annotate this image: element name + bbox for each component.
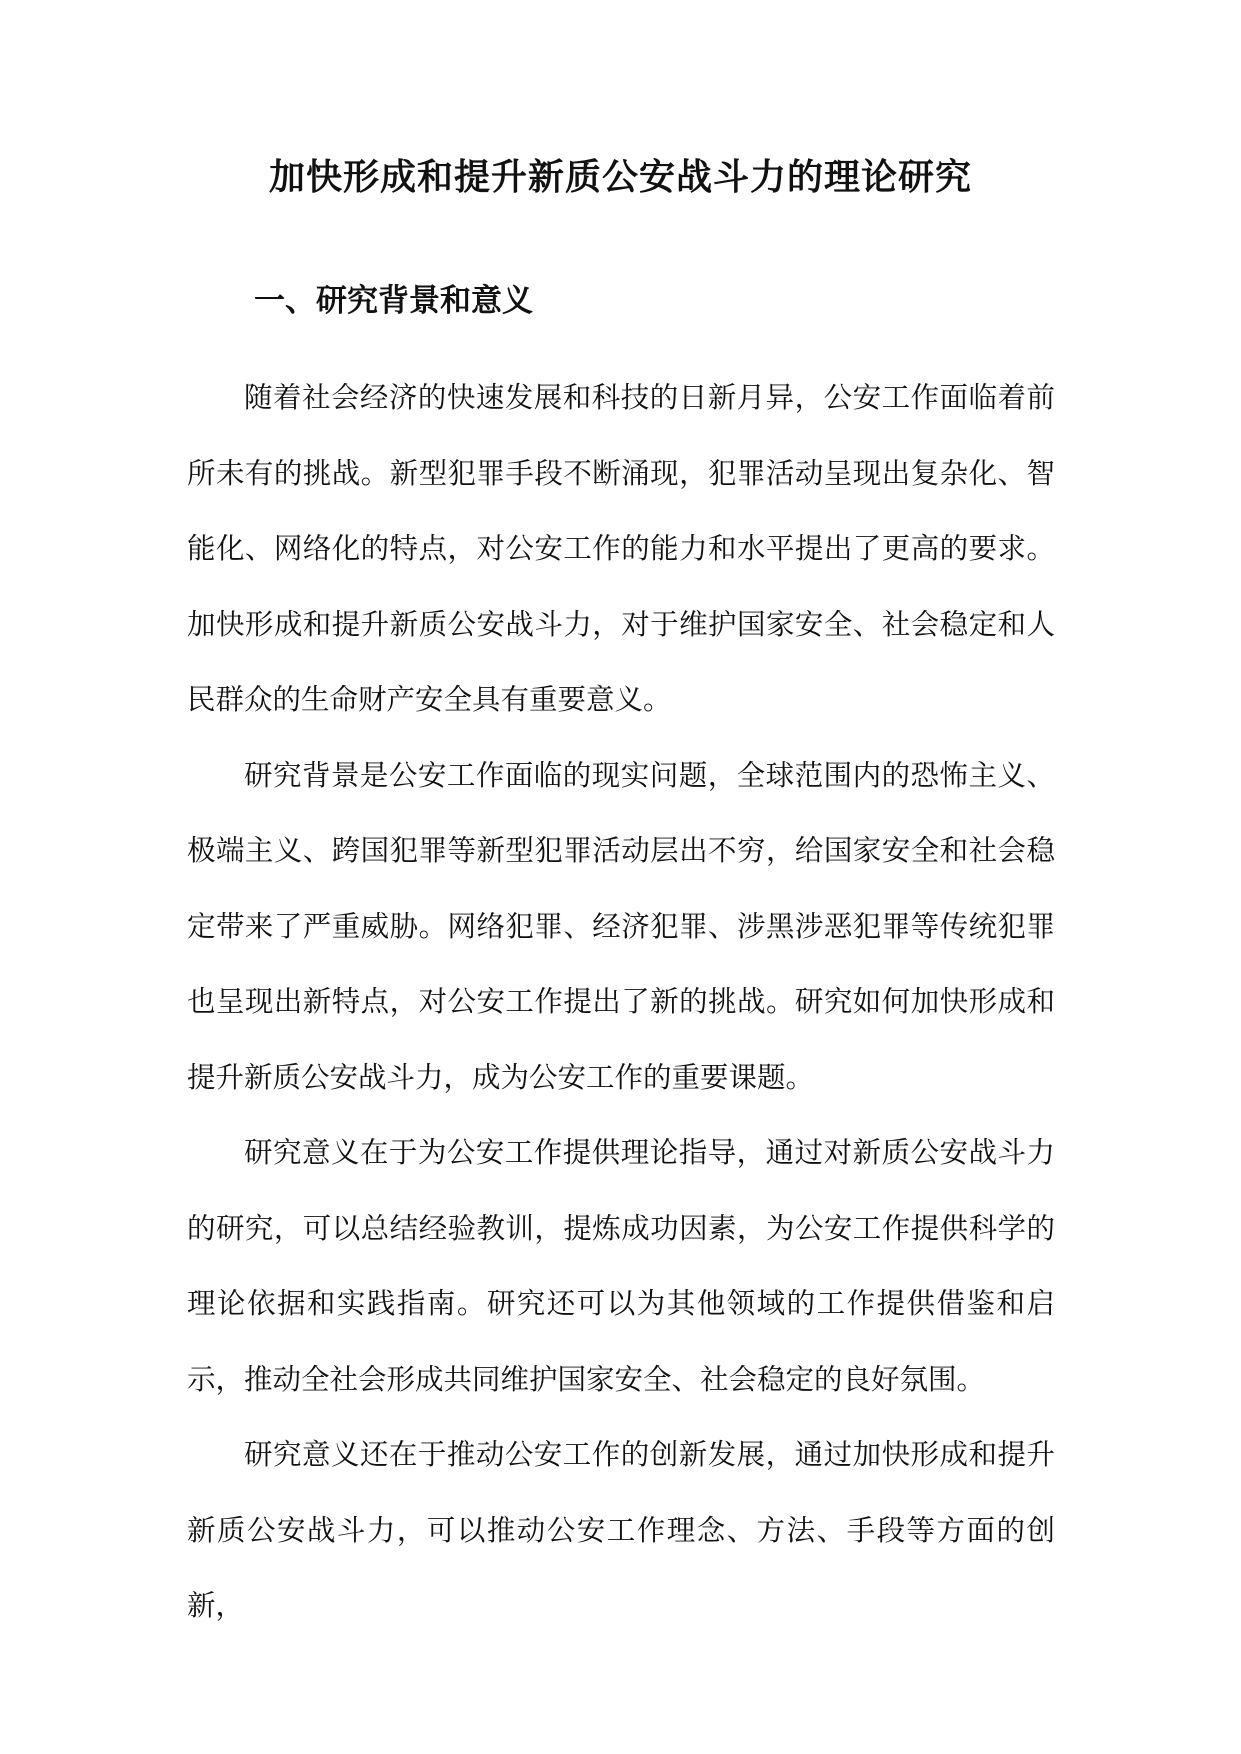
paragraph: 研究意义还在于推动公安工作的创新发展，通过加快形成和提升新质公安战斗力，可以推动公安工作理念、方法、手段等方面的创新， xyxy=(187,1438,1055,1622)
document-title: 加快形成和提升新质公安战斗力的理论研究 xyxy=(268,156,972,198)
paragraph: 研究背景是公安工作面临的现实问题，全球范围内的恐怖主义、极端主义、跨国犯罪等新型犯罪活动层出不穷，给国家安全和社会稳定带来了严重威胁。网络犯罪、经济犯罪、涉黑涉恶犯罪等传统犯罪也呈现出新特点，对公安工作提出了新的挑战。研究如何加快形成和提升新质公安战斗力，成为公安工作的重要课题。 xyxy=(187,758,1055,1094)
paragraph: 研究意义在于为公安工作提供理论指导，通过对新质公安战斗力的研究，可以总结经验教训，提炼成功因素，为公安工作提供科学的理论依据和实践指南。研究还可以为其他领域的工作提供借鉴和启示，推动全社会形成共同维护国家安全、社会稳定的良好氛围。 xyxy=(187,1136,1055,1396)
paragraph: 随着社会经济的快速发展和科技的日新月异，公安工作面临着前所未有的挑战。新型犯罪手段不断涌现，犯罪活动呈现出复杂化、智能化、网络化的特点，对公安工作的能力和水平提出了更高的要求。加快形成和提升新质公安战斗力，对于维护国家安全、社会稳定和人民群众的生命财产安全具有重要意义。 xyxy=(187,381,1055,716)
body-text xyxy=(187,360,1055,1644)
section-heading: 一、研究背景和意义 xyxy=(254,283,533,319)
